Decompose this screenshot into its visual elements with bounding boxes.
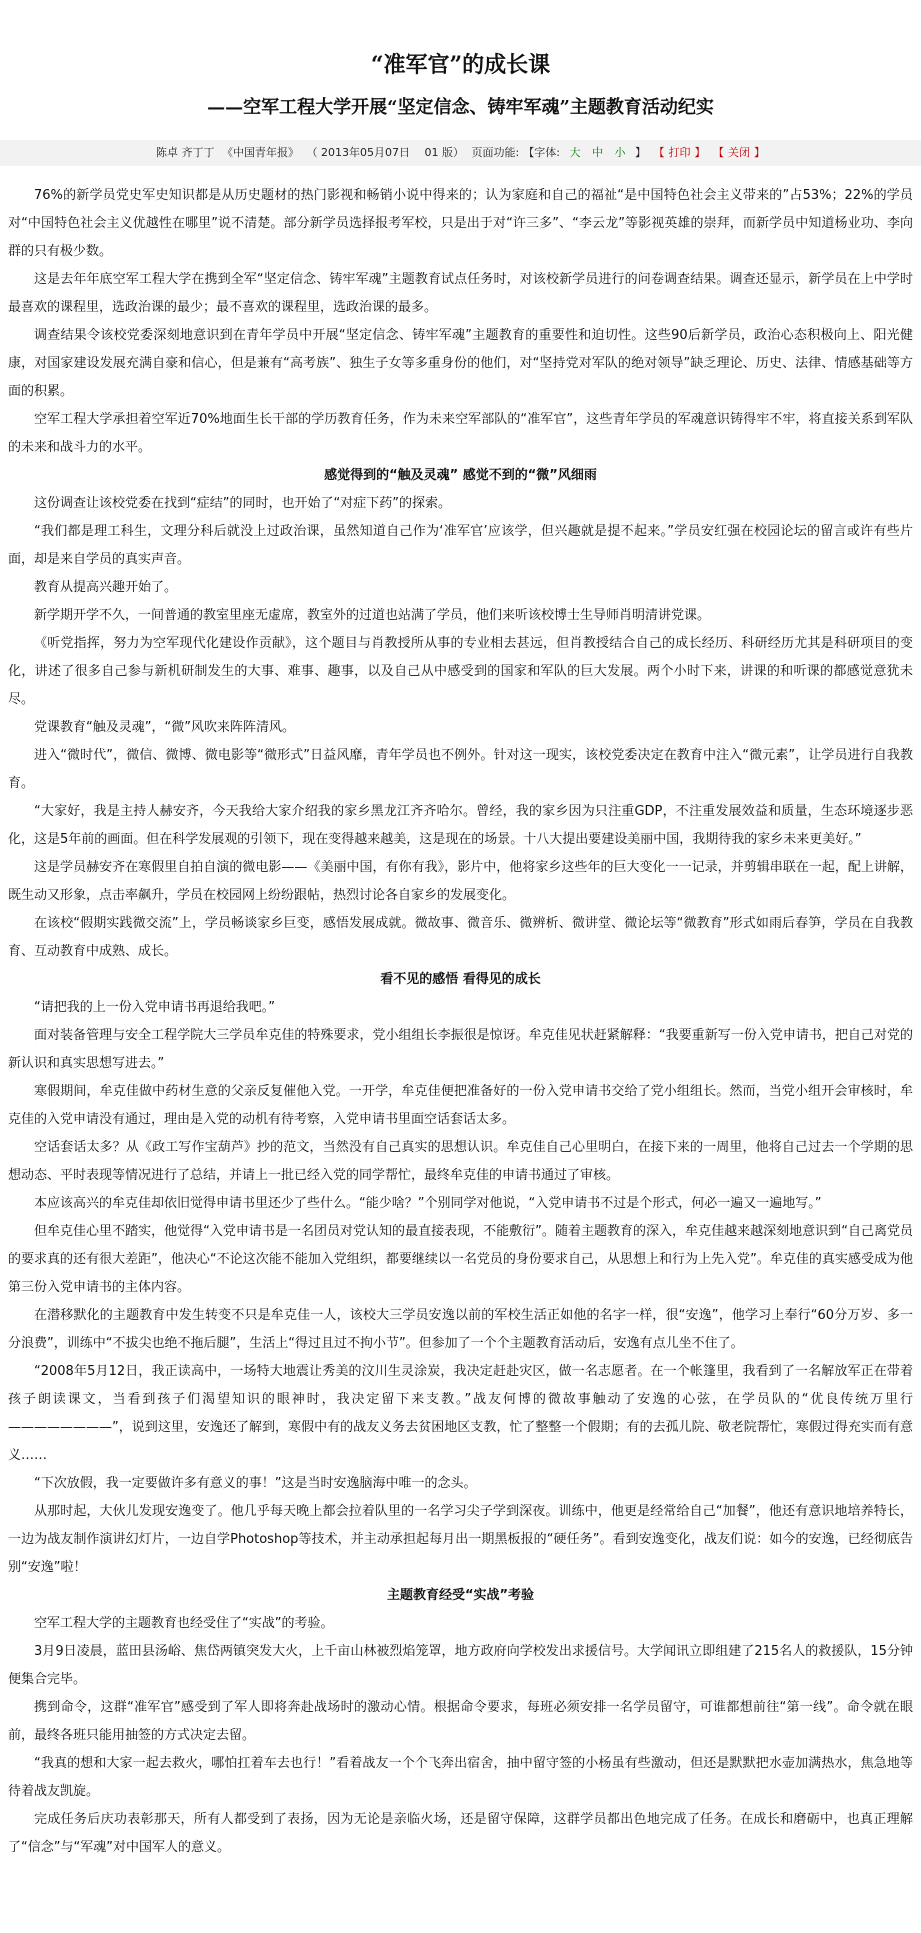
section-heading: 主题教育经受“实战”考验 xyxy=(386,1588,535,1603)
close-link[interactable]: 关闭 xyxy=(727,146,750,159)
paragraph: 这是学员赫安齐在寒假里自拍自演的微电影——《美丽中国，有你有我》，影片中，他将家乡这些年的巨大变化一一记录，并剪辑串联在一起，配上讲解，既生动又形象，点击率飙升，学员在校园网上纷纷跟帖，热烈讨论各自家乡的发展变化。 xyxy=(8,860,913,903)
paragraph: 这是去年年底空军工程大学在携到全军“坚定信念、铸牢军魂”主题教育试点任务时，对该校新学员进行的问卷调查结果。调查还显示，新学员在上中学时最喜欢的课程里，选政治课的最少；最不喜欢的课程里，选政治课的最多。 xyxy=(8,272,913,315)
paragraph: 在潜移默化的主题教育中发生转变不只是牟克佳一人，该校大三学员安逸以前的军校生活正如他的名字一样，很“安逸”，他学习上奉行“60分万岁、多一分浪费”，训练中“不拔尖也绝不拖后腿”，生活上“得过且过不拘小节”。但参加了一个个主题教育活动后，安逸有点儿坐不住了。 xyxy=(8,1308,913,1351)
section-heading: 感觉得到的“触及灵魂” 感觉不到的“微”风细雨 xyxy=(324,468,597,483)
paragraph: 本应该高兴的牟克佳却依旧觉得申请书里还少了些什么。“能少啥？”个别同学对他说，“入党申请书不过是个形式，何必一遍又一遍地写。” xyxy=(34,1196,822,1211)
paragraph: 进入“微时代”，微信、微博、微电影等“微形式”日益风靡，青年学员也不例外。针对这一现实，该校党委决定在教育中注入“微元素”，让学员进行自我教育。 xyxy=(8,748,913,791)
paragraph: “我真的想和大家一起去救火，哪怕扛着车去也行！”看着战友一个个飞奔出宿舍，抽中留守签的小杨虽有些激动，但还是默默把水壶加满热水，焦急地等待着战友凯旋。 xyxy=(8,1756,913,1799)
paragraph: 从那时起，大伙儿发现安逸变了。他几乎每天晚上都会拉着队里的一名学习尖子学到深夜。训练中，他更是经常给自己“加餐”，他还有意识地培养特长，一边为战友制作演讲幻灯片，一边自学Photoshop等技术，并主动承担起每月出一期黑板报的“硬任务”。看到安逸变化，战友们说：如今的安逸，已经彻底告别“安逸”啦！ xyxy=(8,1504,913,1575)
paragraph: 教育从提高兴趣开始了。 xyxy=(34,580,178,595)
paragraph: 在该校“假期实践微交流”上，学员畅谈家乡巨变，感悟发展成就。微故事、微音乐、微辨析、微讲堂、微论坛等“微教育”形式如雨后春笋，学员在自我教育、互动教育中成熟、成长。 xyxy=(8,916,913,959)
paragraph: “2008年5月12日，我正读高中，一场特大地震让秀美的汶川生灵涂炭，我决定赶赴灾区，做一名志愿者。在一个帐篷里，我看到了一名解放军正在带着孩子朗读课文，当看到孩子们渴望知识的眼神时，我决定留下来支教。”战友何博的微故事触动了安逸的心弦，在学员队的“优良传统万里行————————”，说到这里，安逸还了解到，寒假中有的战友义务去贫困地区支教，忙了整整一个假期；有的去孤儿院、敬老院帮忙，寒假过得充实而有意义…… xyxy=(8,1364,913,1463)
paragraph: 《听党指挥，努力为空军现代化建设作贡献》，这个题目与肖教授所从事的专业相去甚远，但肖教授结合自己的成长经历、科研经历尤其是科研项目的变化，讲述了很多自己参与新机研制发生的大事、难事、趣事，以及自己从中感受到的国家和军队的巨大发展。两个小时下来，讲课的和听课的都感觉意犹未尽。 xyxy=(8,636,913,707)
font-label: 【字体: xyxy=(523,146,560,159)
paragraph: 这份调查让该校党委在找到“症结”的同时，也开始了“对症下药”的探索。 xyxy=(34,496,451,511)
font-close-bracket: 】 xyxy=(634,146,646,159)
font-small-link[interactable]: 小 xyxy=(614,146,626,159)
article-body xyxy=(0,166,921,1862)
section-heading: 看不见的感悟 看得见的成长 xyxy=(380,972,541,987)
print-link[interactable]: 打印 xyxy=(668,146,691,159)
article-title: “准军官”的成长课 xyxy=(370,52,551,78)
font-medium-link[interactable]: 中 xyxy=(591,146,603,159)
close-open: 【 xyxy=(712,146,724,159)
paragraph: 76%的新学员党史军史知识都是从历史题材的热门影视和畅销小说中得来的；认为家庭和自己的福祉“是中国特色社会主义带来的”占53%；22%的学员对“中国特色社会主义优越性在哪里”说不清楚。部分新学员选择报考军校，只是出于对“许三多”、“李云龙”等影视英雄的崇拜，而新学员中知道杨业功、李向群的只有极少数。 xyxy=(8,188,913,259)
paragraph: “请把我的上一份入党申请书再退给我吧。” xyxy=(34,1000,275,1015)
print-open: 【 xyxy=(653,146,665,159)
paragraph: 新学期开学不久，一间普通的教室里座无虚席，教室外的过道也站满了学员，他们来听该校博士生导师肖明清讲党课。 xyxy=(34,608,711,623)
paragraph: 空军工程大学的主题教育也经受住了“实战”的考验。 xyxy=(34,1616,334,1631)
print-close: 】 xyxy=(694,146,706,159)
paragraph: 寒假期间，牟克佳做中药材生意的父亲反复催他入党。一开学，牟克佳便把准备好的一份入党申请书交给了党小组组长。然而，当党小组开会审核时，牟克佳的入党申请没有通过，理由是入党的动机有待考察，入党申请书里面空话套话太多。 xyxy=(8,1084,913,1127)
page-function-label: 页面功能: xyxy=(471,146,520,159)
article-subtitle: ——空军工程大学开展“坚定信念、铸牢军魂”主题教育活动纪实 xyxy=(207,97,714,118)
paragraph: 党课教育“触及灵魂”，“微”风吹来阵阵清风。 xyxy=(34,720,295,735)
paragraph: 但牟克佳心里不踏实，他觉得“入党申请书是一名团员对党认知的最直接表现，不能敷衍”。随着主题教育的深入，牟克佳越来越深刻地意识到“自己离党员的要求真的还有很大差距”，他决心“不论这次能不能加入党组织，都要继续以一名党员的身份要求自己，从思想上和行为上先入党”。牟克佳的真实感受成为他第三份入党申请书的主体内容。 xyxy=(8,1224,913,1295)
source: 《中国青年报》 xyxy=(222,146,300,159)
paragraph: 携到命令，这群“准军官”感受到了军人即将奔赴战场时的激动心情。根据命令要求，每班必须安排一名学员留守，可谁都想前往“第一线”。命令就在眼前，最终各班只能用抽签的方式决定去留。 xyxy=(8,1700,913,1743)
close-close: 】 xyxy=(753,146,765,159)
paragraph: “大家好，我是主持人赫安齐，今天我给大家介绍我的家乡黑龙江齐齐哈尔。曾经，我的家乡因为只注重GDP，不注重发展效益和质量，生态环境逐步恶化，这是5年前的画面。但在科学发展观的引领下，现在变得越来越美，这是现在的场景。十八大提出要建设美丽中国，我期待我的家乡未来更美好。” xyxy=(8,804,913,847)
paragraph: 空军工程大学承担着空军近70%地面生长干部的学历教育任务，作为未来空军部队的“准军官”，这些青年学员的军魂意识铸得牢不牢，将直接关系到军队的未来和战斗力的水平。 xyxy=(8,412,913,455)
paragraph: 空话套话太多？从《政工写作宝葫芦》抄的范文，当然没有自己真实的思想认识。牟克佳自己心里明白，在接下来的一周里，他将自己过去一个学期的思想动态、平时表现等情况进行了总结，并请上一批已经入党的同学帮忙，最终牟克佳的申请书通过了审核。 xyxy=(8,1140,913,1183)
paragraph: “下次放假，我一定要做许多有意义的事！”这是当时安逸脑海中唯一的念头。 xyxy=(34,1476,477,1491)
paragraph: 调查结果令该校党委深刻地意识到在青年学员中开展“坚定信念、铸牢军魂”主题教育的重要性和迫切性。这些90后新学员，政治心态积极向上、阳光健康，对国家建设发展充满自豪和信心，但是兼有“高考族”、独生子女等多重身份的他们，对“坚持党对军队的绝对领导”缺乏理论、历史、法律、情感基础等方面的积累。 xyxy=(8,328,913,399)
paragraph: 面对装备管理与安全工程学院大三学员牟克佳的特殊要求，党小组组长李振很是惊讶。牟克佳见状赶紧解释：“我要重新写一份入党申请书，把自己对党的新认识和真实思想写进去。” xyxy=(8,1028,913,1071)
meta-bar xyxy=(0,140,921,166)
paragraph: 完成任务后庆功表彰那天，所有人都受到了表扬，因为无论是亲临火场，还是留守保障，这群学员都出色地完成了任务。在成长和磨砺中，也真正理解了“信念”与“军魂”对中国军人的意义。 xyxy=(8,1812,913,1855)
paragraph: “我们都是理工科生，文理分科后就没上过政治课，虽然知道自己作为‘准军官’应该学，但兴趣就是提不起来。”学员安红强在校园论坛的留言或许有些片面，却是来自学员的真实声音。 xyxy=(8,524,913,567)
font-large-link[interactable]: 大 xyxy=(569,146,581,159)
paragraph: 3月9日凌晨，蓝田县汤峪、焦岱两镇突发大火，上千亩山林被烈焰笼罩，地方政府向学校发出求援信号。大学闻讯立即组建了215名人的救援队，15分钟便集合完毕。 xyxy=(8,1644,913,1687)
date-edition: （ 2013年05月07日 01 版） xyxy=(306,146,465,159)
authors: 陈卓 齐丁丁 xyxy=(156,146,215,159)
